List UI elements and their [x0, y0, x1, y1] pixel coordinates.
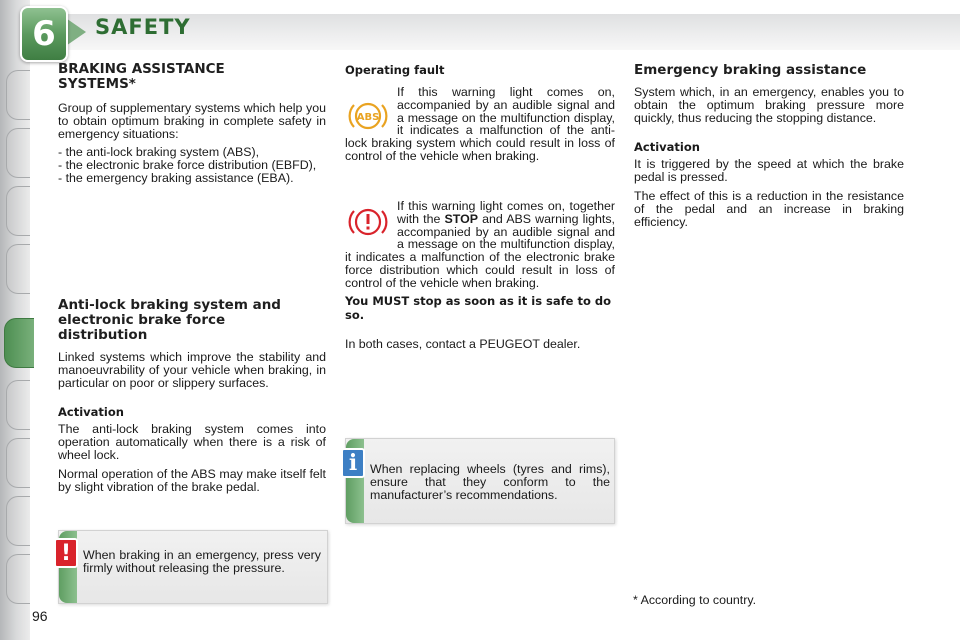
- contact-dealer-text: In both cases, contact a PEUGEOT dealer.: [345, 336, 581, 351]
- emergency-braking-section: [634, 63, 904, 228]
- brake-fault-text: If this warning light comes on, together with the STOP and ABS warning lights, accompanied by an audible signal and a message on the multifunction display, it indicates a malfunction of the electronic brake force distribution which could result in loss of control of the vehicle when braking.: [345, 199, 615, 290]
- info-note-text: When replacing wheels (tyres and rims), ensure that they conform to the manufacturer’s recommendations.: [370, 462, 610, 502]
- activation-paragraph: Normal operation of the ABS may make itself felt by slight vibration of the brake pedal.: [58, 466, 326, 494]
- activation-heading: Activation: [58, 405, 124, 420]
- systems-list: [58, 146, 326, 184]
- list-item: - the electronic brake force distribution (EBFD),: [58, 159, 326, 172]
- eba-description: System which, in an emergency, enables you to obtain the optimum braking pressure more quickly, thus reducing the stopping distance.: [634, 85, 904, 125]
- abs-description: Linked systems which improve the stability and manoeuvrability of your vehicle when braking, in particular on poor or slippery surfaces.: [58, 350, 326, 390]
- chapter-tab-active[interactable]: [4, 318, 34, 368]
- page-number: 96: [32, 608, 48, 624]
- chapter-tab[interactable]: [6, 554, 30, 604]
- chapter-tab[interactable]: [6, 438, 30, 488]
- chapter-tab[interactable]: [6, 380, 30, 430]
- chapter-tab[interactable]: [6, 128, 30, 178]
- section-heading: Emergency braking assistance: [634, 62, 867, 78]
- intro-paragraph: Group of supplementary systems which help you to obtain optimum braking in complete safety in emergency situations:: [58, 101, 326, 141]
- chapter-rail: [0, 0, 30, 640]
- activation-paragraph: It is triggered by the speed at which the brake pedal is pressed.: [634, 157, 904, 185]
- abs-fault-text: If this warning light comes on, accompanied by an audible signal and a message on the multifunction display, it indicates a malfunction of the anti-lock braking system which could result in loss of control of the vehicle when braking.: [345, 85, 615, 163]
- section-heading: Operating fault: [345, 63, 445, 77]
- chapter-tab[interactable]: [6, 70, 30, 120]
- exclamation-icon: !: [54, 538, 78, 568]
- braking-assistance-section: [58, 62, 326, 185]
- section-heading: Anti-lock braking system and electronic brake force distribution: [58, 297, 281, 343]
- activation-paragraph: The effect of this is a reduction in the resistance of the pedal and an increase in braking efficiency.: [634, 188, 904, 229]
- chapter-number-badge: 6: [20, 6, 68, 62]
- chapter-tab[interactable]: [6, 244, 30, 294]
- abs-fault-block: [345, 86, 615, 163]
- must-stop-warning: You MUST stop as soon as it is safe to do so.: [345, 293, 611, 322]
- abs-warning-light-icon: [346, 98, 390, 134]
- list-item: - the anti-lock braking system (ABS),: [58, 146, 326, 159]
- operating-fault-section: [345, 63, 615, 77]
- page-title: SAFETY: [95, 15, 191, 39]
- info-icon: i: [341, 448, 365, 478]
- info-note: [345, 438, 615, 524]
- svg-text:ABS: ABS: [356, 112, 380, 123]
- footnote: * According to country.: [633, 593, 757, 607]
- warning-note: [58, 530, 328, 604]
- list-item: - the emergency braking assistance (EBA).: [58, 172, 326, 185]
- stop-word: STOP: [444, 211, 478, 226]
- chapter-tab[interactable]: [6, 496, 30, 546]
- warning-note-text: When braking in an emergency, press very firmly without releasing the pressure.: [83, 548, 321, 575]
- activation-paragraph: The anti-lock braking system comes into operation automatically when there is a risk of wheel lock.: [58, 422, 326, 462]
- abs-ebfd-section: [58, 298, 326, 493]
- brake-warning-light-icon: [346, 204, 390, 240]
- activation-heading: Activation: [634, 140, 700, 155]
- section-heading: BRAKING ASSISTANCE SYSTEMS*: [58, 61, 225, 92]
- brake-fault-block: [345, 200, 615, 350]
- chapter-tab[interactable]: [6, 186, 30, 236]
